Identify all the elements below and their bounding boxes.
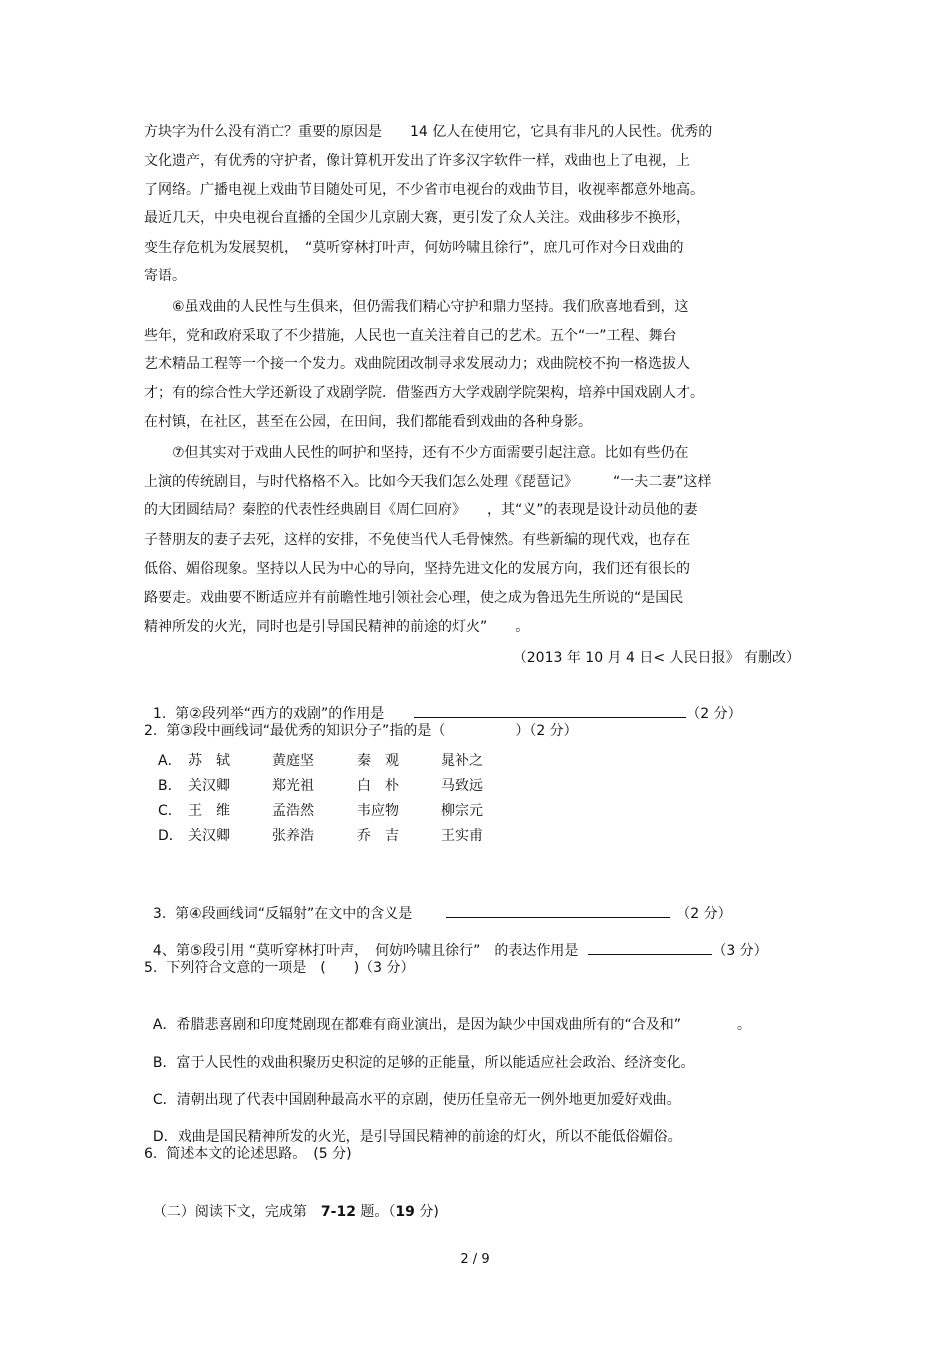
question-6: 6. 简述本文的论述思路。 (5 分) [144,1146,352,1162]
option-item: 晁补之 [441,753,483,769]
option-label: B． [152,1055,177,1071]
passage-line: 精神所发的火光，同时也是引导国民精神的前途的灯火” 。 [144,619,530,635]
passage-line: 在村镇，在社区，甚至在公园，在田间，我们都能看到戏曲的各种身影。 [144,414,592,430]
section-2-score: 19 [395,1204,415,1220]
passage-line: 艺术精品工程等一个接一个发力。戏曲院团改制寻求发展动力；戏曲院校不拘一格选拔人 [144,356,690,372]
option-label: B． [158,778,182,794]
option-item: 黄庭坚 [272,753,314,769]
option-label: A． [152,1017,177,1033]
section-2-prefix: （二）阅读下文，完成第 [152,1204,321,1220]
question-3 [144,883,732,924]
option-text: 希腊悲喜剧和印度梵剧现在都难有商业演出，是因为缺少中国戏曲所有的“合及和” 。 [176,1017,751,1033]
passage-line: 的大团圆结局？秦腔的代表性经典剧目《周仁回府》 ，其“义”的表现是设计动员他的妻 [144,502,698,518]
q5-option-b[interactable] [144,1033,695,1073]
passage-line: 低俗、媚俗现象。坚持以人民为中心的导向，坚持先进文化的发展方向，我们还有很长的 [144,561,690,577]
question-3-text: 3. 第④段画线词“反辐射”在文中的含义是 [152,906,413,922]
passage-line: 些年，党和政府采取了不少措施，人民也一直关注着自己的艺术。五个“一”工程、舞台 [144,328,677,344]
q5-option-a[interactable] [144,995,751,1035]
question-1-score: （2 分） [686,706,742,722]
q5-option-d[interactable] [144,1107,682,1147]
passage-line: 最近几天，中央电视台直播的全国少儿京剧大赛，更引发了众人关注。戏曲移步不换形， [144,210,690,226]
option-text: 戏曲是国民精神所发的火光，是引导国民精神的前途的灯火，所以不能低俗媚俗。 [177,1129,682,1145]
option-text: 富于人民性的戏曲积聚历史积淀的足够的正能量，所以能适应社会政治、经济变化。 [176,1055,695,1071]
option-item: 郑光祖 [272,778,314,794]
option-item: 乔 吉 [357,828,399,844]
question-1-text: 1. 第②段列举“西方的戏剧”的作用是 [152,706,385,722]
page-number: 2 / 9 [460,1252,490,1267]
option-item: 马致远 [441,778,483,794]
question-4-score: （3 分） [712,943,768,959]
passage-line: ⑥虽戏曲的人民性与生俱来，但仍需我们精心守护和鼎力坚持。我们欣喜地看到，这 [144,299,689,315]
passage-line: 寄语。 [144,268,186,284]
passage-line: 才；有的综合性大学还新设了戏剧学院．借鉴西方大学戏剧学院架构，培养中国戏剧人才。 [144,385,704,401]
option-item: 韦应物 [357,803,399,819]
question-4-text: 4、第⑤段引用 “莫听穿林打叶声， 何妨吟啸且徐行” 的表达作用是 [152,943,579,959]
option-text: 清朝出现了代表中国剧种最高水平的京剧，使历任皇帝无一例外地更加爱好戏曲。 [176,1092,681,1108]
question-5: 5. 下列符合文意的一项是 ( )（3 分） [144,960,415,976]
option-item: 柳宗元 [441,803,483,819]
option-item: 王实甫 [441,828,483,844]
option-label: C． [152,1092,177,1108]
question-1 [144,683,742,724]
passage-line: 上演的传统剧目，与时代格格不入。比如今天我们怎么处理《琵琶记》 “一夫二妻”这样 [144,474,712,490]
question-4 [144,920,768,961]
option-item: 关汉卿 [188,828,230,844]
answer-blank-4[interactable] [588,940,712,955]
option-item: 关汉卿 [188,778,230,794]
option-label: D． [158,828,183,844]
answer-blank-3[interactable] [446,903,670,918]
passage-line: 变生存危机为发展契机， “莫听穿林打叶声，何妨吟啸且徐行”，庶几可作对今日戏曲的 [144,240,684,256]
passage-line: 文化遗产，有优秀的守护者，像计算机开发出了许多汉字软件一样，戏曲也上了电视，上 [144,153,690,169]
passage-line: ⑦但其实对于戏曲人民性的呵护和坚持，还有不少方面需要引起注意。比如有些仍在 [144,445,689,461]
passage-line: 方块字为什么没有消亡？重要的原因是 14 亿人在使用它，它具有非凡的人民性。优秀的 [144,124,713,140]
option-label: D． [152,1129,178,1145]
section-2-heading [144,1182,439,1222]
option-item: 孟浩然 [272,803,314,819]
option-item: 苏 轼 [188,753,230,769]
section-2-suffix: 分) [414,1204,439,1220]
q5-option-c[interactable] [144,1070,681,1110]
passage-line: 路要走。戏曲要不断适应并有前瞻性地引领社会心理，使之成为鲁迅先生所说的“是国民 [144,590,684,606]
option-item: 王 维 [188,803,230,819]
passage-line: 了网络。广播电视上戏曲节目随处可见，不少省市电视台的戏曲节目，收视率都意外地高。 [144,182,704,198]
section-2-middle: 题。（ [355,1204,396,1220]
option-label: C． [158,803,182,819]
section-2-range: 7-12 [320,1204,356,1220]
option-item: 秦 观 [357,753,399,769]
option-item: 白 朴 [357,778,399,794]
option-item: 张养浩 [272,828,314,844]
passage-source: （2013 年 10 月 4 日< 人民日报》 有删改） [512,650,800,666]
question-3-score: （2 分） [676,906,732,922]
passage-line: 子替朋友的妻子去死，这样的安排，不免使当代人毛骨悚然。有些新编的现代戏，也存在 [144,532,690,548]
answer-blank-1[interactable] [414,703,686,718]
question-2: 2. 第③段中画线词“最优秀的知识分子”指的是（ ）（2 分） [144,723,578,739]
option-label: A． [158,753,182,769]
